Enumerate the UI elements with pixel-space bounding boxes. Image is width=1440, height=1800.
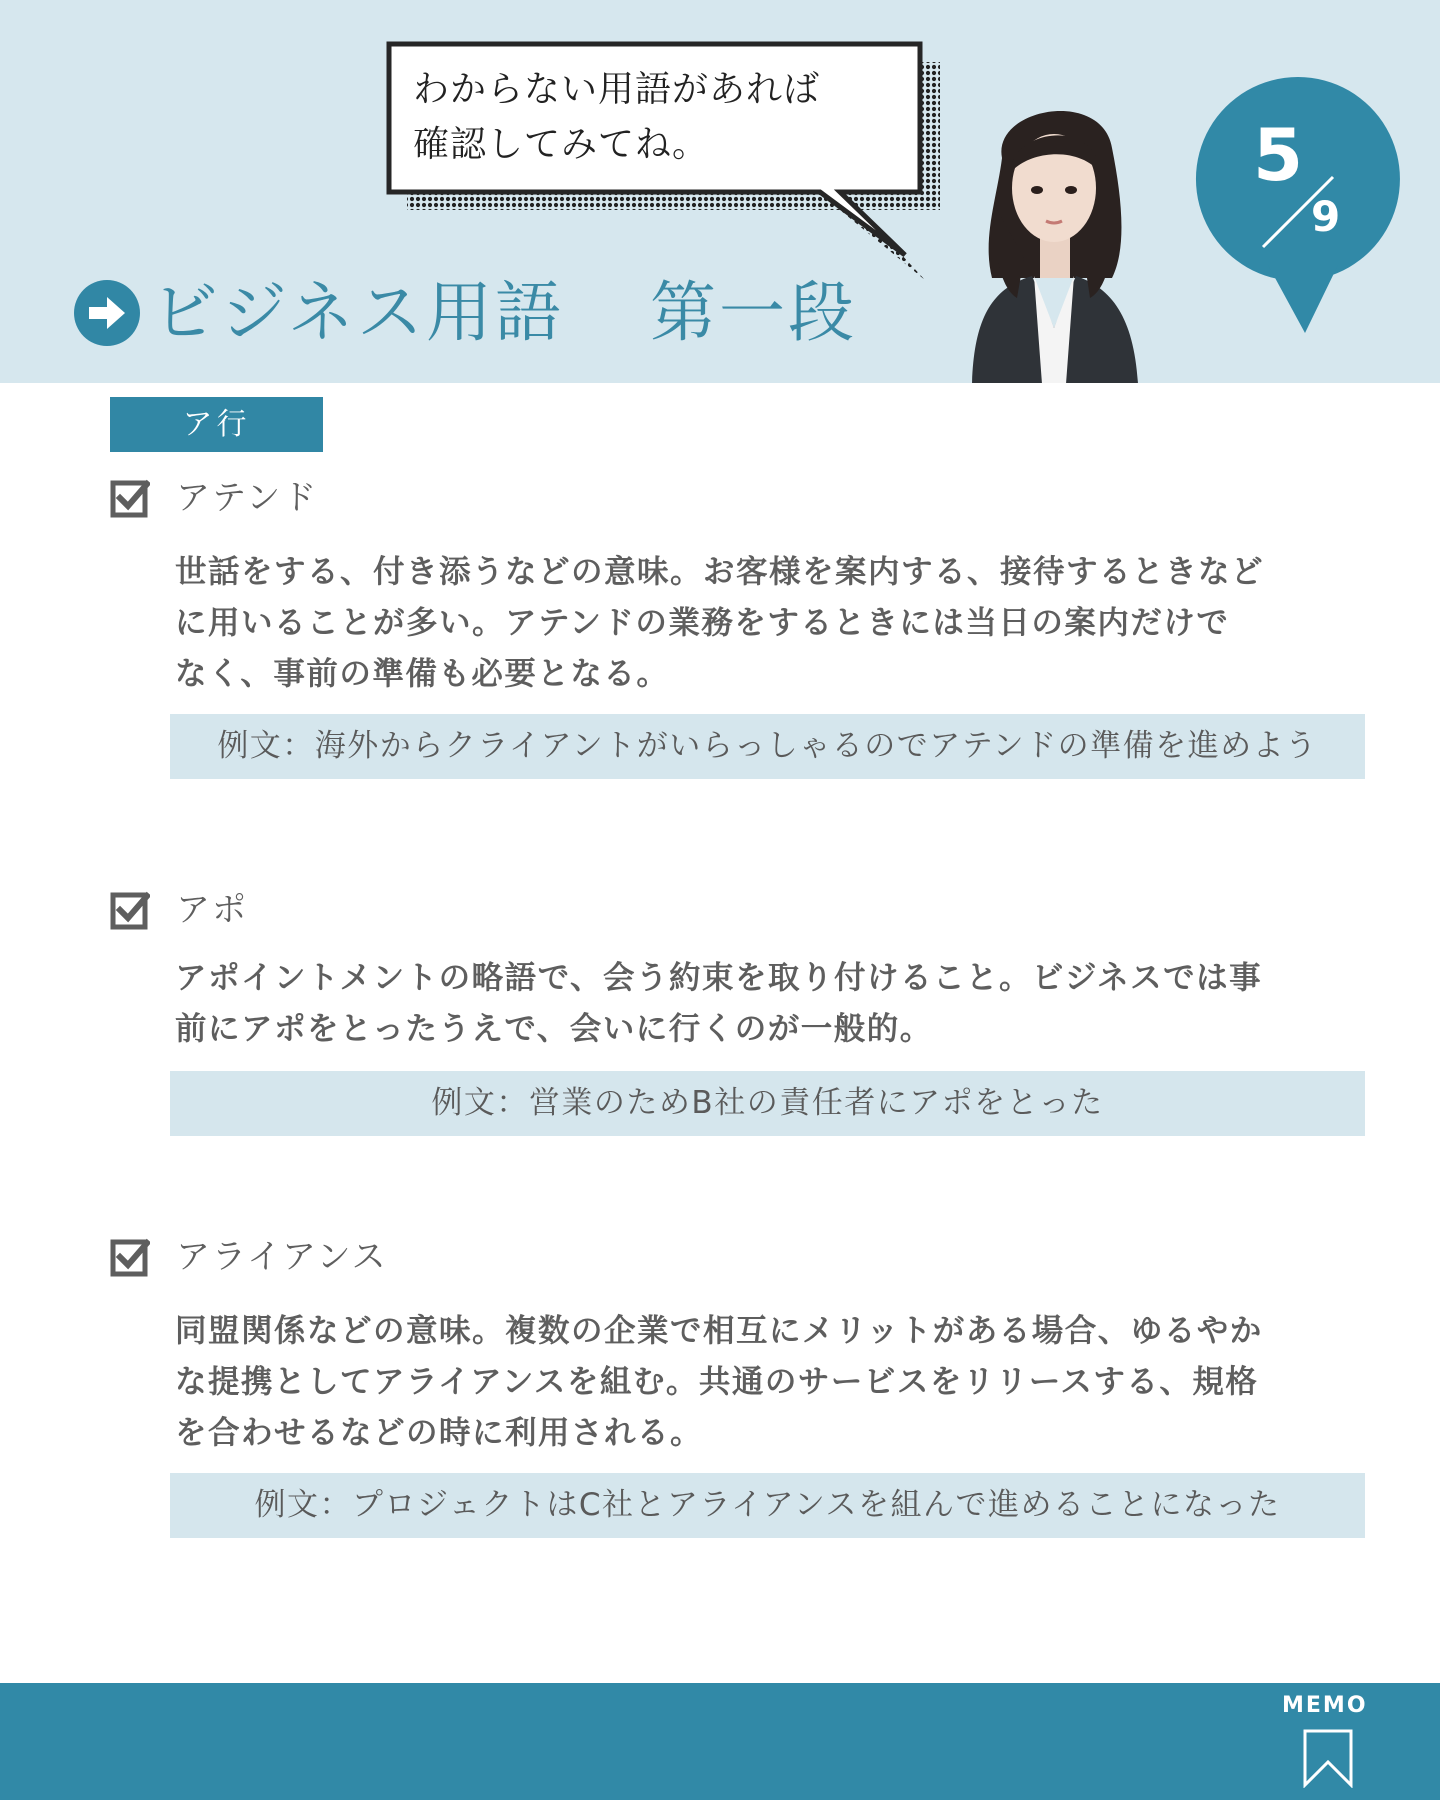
speech-line: わからない用語があれば (413, 69, 821, 110)
description-line: アポイントメントの略語で、会う約束を取り付けること。ビジネスでは事 (175, 960, 1263, 996)
description-line: 前にアポをとったうえで、会いに行くのが一般的。 (175, 1011, 933, 1047)
bookmark-icon[interactable] (1302, 1728, 1354, 1788)
example-sentence: 例文：海外からクライアントがいらっしゃるのでアテンドの準備を進めよう (170, 714, 1365, 779)
title-subtitle: 第一段 (650, 274, 858, 351)
page-indicator (1193, 75, 1403, 337)
title-text: ビジネス用語 (152, 274, 565, 351)
term-description (175, 1306, 1365, 1459)
term-name: アライアンス (176, 1237, 388, 1277)
checkbox-checked-icon (110, 478, 150, 518)
term-description (175, 953, 1365, 1055)
speech-line: 確認してみてね。 (413, 124, 710, 165)
example-sentence: 例文：営業のためB社の責任者にアポをとった (170, 1071, 1365, 1136)
term-header (110, 1232, 1370, 1282)
checkbox-checked-icon (110, 1237, 150, 1277)
description-line: に用いることが多い。アテンドの業務をするときには当日の案内だけで (175, 605, 1230, 641)
term-name: アテンド (176, 478, 319, 518)
term-header (110, 473, 1370, 523)
speech-bubble (385, 40, 945, 285)
description-line: 同盟関係などの意味。複数の企業で相互にメリットがある場合、ゆるやか (175, 1313, 1263, 1349)
businesswoman-portrait (962, 88, 1144, 383)
arrow-circle-icon (74, 280, 140, 346)
term-name: アポ (176, 890, 248, 930)
page-title (74, 275, 857, 351)
checkbox-checked-icon (110, 890, 150, 930)
term-entry (110, 473, 1370, 779)
section-label: ア行 (110, 397, 323, 452)
memo-label: MEMO (1282, 1693, 1368, 1718)
description-line: 世話をする、付き添うなどの意味。お客様を案内する、接待するときなど (175, 554, 1265, 590)
term-description (175, 547, 1365, 700)
page-total: 9 (1311, 192, 1341, 241)
footer-bar (0, 1683, 1440, 1800)
speech-bubble-text (413, 62, 873, 172)
header-banner (0, 0, 1440, 383)
description-line: を合わせるなどの時に利用される。 (175, 1415, 704, 1451)
description-line: なく、事前の準備も必要となる。 (175, 656, 670, 692)
example-sentence: 例文：プロジェクトはC社とアライアンスを組んで進めることになった (170, 1473, 1365, 1538)
description-line: な提携としてアライアンスを組む。共通のサービスをリリースする、規格 (175, 1364, 1259, 1400)
term-header (110, 885, 1370, 935)
term-entry (110, 1232, 1370, 1538)
page-current: 5 (1253, 113, 1304, 197)
term-entry (110, 885, 1370, 1136)
